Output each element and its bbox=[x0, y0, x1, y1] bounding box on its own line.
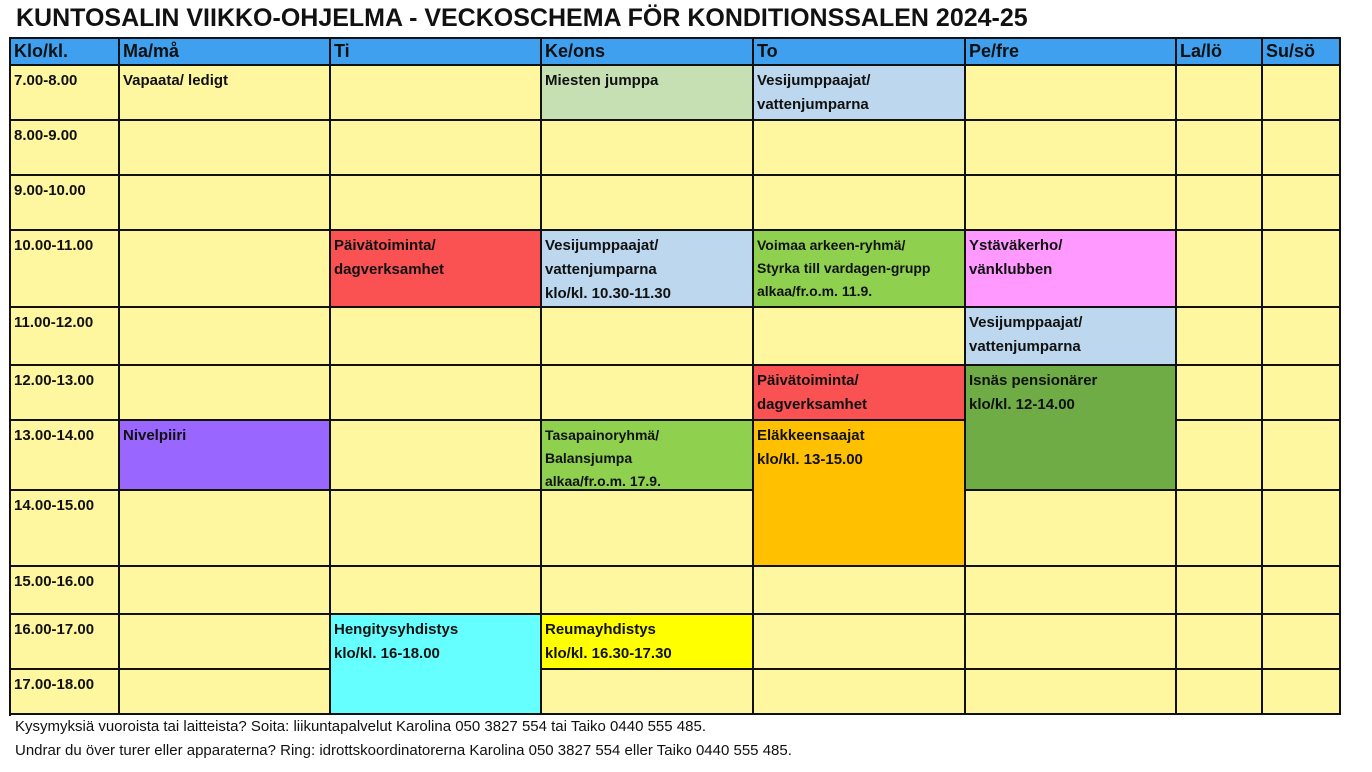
event-text: Tasapainoryhmä/ bbox=[545, 427, 660, 443]
empty-slot bbox=[966, 567, 1177, 615]
empty-slot bbox=[966, 176, 1177, 231]
event-text: Päivätoiminta/ bbox=[334, 237, 436, 254]
schedule-grid bbox=[11, 38, 1341, 715]
time-cell bbox=[11, 615, 120, 670]
empty-slot bbox=[1177, 176, 1263, 231]
empty-slot bbox=[331, 308, 542, 366]
empty-slot bbox=[1263, 670, 1341, 715]
time-label: 10.00-11.00 bbox=[14, 237, 94, 254]
empty-slot bbox=[120, 121, 331, 176]
empty-slot bbox=[120, 491, 331, 567]
empty-slot bbox=[1177, 121, 1263, 176]
empty-slot bbox=[120, 308, 331, 366]
event-text: Päivätoiminta/ bbox=[757, 372, 859, 389]
time-label: 9.00-10.00 bbox=[14, 182, 86, 199]
empty-slot bbox=[542, 121, 754, 176]
event-text: Miesten jumppa bbox=[545, 72, 659, 89]
event-cell bbox=[754, 366, 966, 421]
time-label: 14.00-15.00 bbox=[14, 497, 95, 514]
time-cell bbox=[11, 66, 120, 121]
empty-slot bbox=[966, 121, 1177, 176]
header-label: Su/sö bbox=[1266, 41, 1316, 61]
empty-slot bbox=[1263, 176, 1341, 231]
event-text: Vapaata/ ledigt bbox=[123, 72, 229, 89]
event-text: Balansjumpa bbox=[545, 450, 633, 466]
event-text: Vesijumppaajat/ bbox=[545, 237, 659, 254]
empty-slot bbox=[542, 308, 754, 366]
empty-slot bbox=[542, 670, 754, 715]
time-label: 12.00-13.00 bbox=[14, 372, 95, 389]
event-text: Nivelpiiri bbox=[123, 427, 187, 444]
event-text: Isnäs pensionärer bbox=[969, 372, 1098, 389]
event-text: Vesijumppaajat/ bbox=[757, 72, 871, 89]
header-label: Ma/må bbox=[123, 41, 180, 61]
empty-slot bbox=[754, 567, 966, 615]
empty-slot bbox=[331, 567, 542, 615]
footer-finnish: Kysymyksiä vuoroista tai laitteista? Soita: liikuntapalvelut Karolina 050 3827 554 tai Taiko 0440 555 485. bbox=[15, 718, 706, 735]
event-cell bbox=[966, 231, 1177, 308]
time-label: 11.00-12.00 bbox=[14, 314, 94, 331]
header-1 bbox=[120, 38, 331, 66]
empty-slot bbox=[1177, 670, 1263, 715]
header-7 bbox=[1263, 38, 1341, 66]
empty-slot bbox=[331, 421, 542, 491]
empty-slot bbox=[1263, 66, 1341, 121]
header-label: Pe/fre bbox=[969, 41, 1020, 61]
empty-slot bbox=[331, 66, 542, 121]
time-cell bbox=[11, 308, 120, 366]
footer-swedish: Undrar du över turer eller apparaterna? Ring: idrottskoordinatorerna Karolina 050 3827 554 eller Taiko 0440 555 485. bbox=[15, 742, 792, 759]
empty-slot bbox=[1263, 121, 1341, 176]
empty-slot bbox=[754, 670, 966, 715]
event-cell bbox=[966, 308, 1177, 366]
time-label: 8.00-9.00 bbox=[14, 127, 78, 144]
empty-slot bbox=[542, 567, 754, 615]
header-label: Ti bbox=[334, 41, 350, 61]
time-cell bbox=[11, 176, 120, 231]
event-text: alkaa/fr.o.m. 11.9. bbox=[757, 283, 873, 299]
event-cell bbox=[542, 231, 754, 308]
event-text: alkaa/fr.o.m. 17.9. bbox=[545, 473, 661, 489]
empty-slot bbox=[754, 308, 966, 366]
empty-slot bbox=[542, 491, 754, 567]
empty-slot bbox=[1177, 567, 1263, 615]
empty-slot bbox=[120, 231, 331, 308]
event-cell bbox=[331, 615, 542, 715]
empty-slot bbox=[1177, 366, 1263, 421]
time-label: 15.00-16.00 bbox=[14, 573, 95, 590]
time-label: 7.00-8.00 bbox=[14, 72, 78, 89]
empty-slot bbox=[1177, 231, 1263, 308]
empty-slot bbox=[120, 670, 331, 715]
event-cell bbox=[966, 366, 1177, 491]
empty-slot bbox=[1263, 231, 1341, 308]
time-label: 17.00-18.00 bbox=[14, 676, 95, 693]
header-0 bbox=[11, 38, 120, 66]
event-cell bbox=[542, 66, 754, 121]
header-label: Klo/kl. bbox=[14, 41, 69, 61]
event-text: Styrka till vardagen-grupp bbox=[757, 260, 931, 276]
empty-slot bbox=[331, 121, 542, 176]
empty-slot bbox=[1177, 615, 1263, 670]
event-text: Eläkkeensaajat bbox=[757, 427, 865, 444]
empty-slot bbox=[331, 176, 542, 231]
event-text: Ystäväkerho/ bbox=[969, 237, 1063, 254]
empty-slot bbox=[1177, 421, 1263, 491]
event-text: klo/kl. 10.30-11.30 bbox=[545, 285, 671, 302]
event-text: Vesijumppaajat/ bbox=[969, 314, 1083, 331]
event-cell bbox=[120, 421, 331, 491]
event-text: vänklubben bbox=[969, 261, 1053, 278]
header-6 bbox=[1177, 38, 1263, 66]
event-cell bbox=[542, 615, 754, 670]
time-cell bbox=[11, 121, 120, 176]
time-cell bbox=[11, 231, 120, 308]
event-text: dagverksamhet bbox=[757, 396, 868, 413]
empty-slot bbox=[331, 491, 542, 567]
empty-slot bbox=[120, 176, 331, 231]
empty-slot bbox=[120, 567, 331, 615]
header-label: To bbox=[757, 41, 778, 61]
empty-slot bbox=[966, 66, 1177, 121]
time-cell bbox=[11, 491, 120, 567]
empty-slot bbox=[1263, 366, 1341, 421]
event-text: Voimaa arkeen-ryhmä/ bbox=[757, 237, 906, 253]
event-text: vattenjumparna bbox=[757, 96, 869, 113]
empty-slot bbox=[1177, 491, 1263, 567]
event-text: Hengitysyhdistys bbox=[334, 621, 459, 638]
empty-slot bbox=[1263, 421, 1341, 491]
time-cell bbox=[11, 670, 120, 715]
empty-slot bbox=[754, 176, 966, 231]
event-text: Reumayhdistys bbox=[545, 621, 656, 638]
empty-slot bbox=[1263, 615, 1341, 670]
empty-slot bbox=[754, 615, 966, 670]
header-2 bbox=[331, 38, 542, 66]
event-text: klo/kl. 12-14.00 bbox=[969, 396, 1075, 413]
event-cell bbox=[754, 421, 966, 567]
empty-slot bbox=[1263, 567, 1341, 615]
empty-slot bbox=[966, 670, 1177, 715]
event-text: vattenjumparna bbox=[545, 261, 657, 278]
event-text: klo/kl. 13-15.00 bbox=[757, 451, 863, 468]
header-4 bbox=[754, 38, 966, 66]
empty-slot bbox=[542, 366, 754, 421]
time-cell bbox=[11, 421, 120, 491]
event-text: klo/kl. 16-18.00 bbox=[334, 645, 440, 662]
time-cell bbox=[11, 366, 120, 421]
header-5 bbox=[966, 38, 1177, 66]
event-text: vattenjumparna bbox=[969, 338, 1081, 355]
time-label: 16.00-17.00 bbox=[14, 621, 95, 638]
empty-slot bbox=[1263, 308, 1341, 366]
empty-slot bbox=[120, 366, 331, 421]
time-cell bbox=[11, 567, 120, 615]
header-label: Ke/ons bbox=[545, 41, 606, 61]
empty-slot bbox=[542, 176, 754, 231]
event-cell bbox=[120, 66, 331, 121]
empty-slot bbox=[331, 366, 542, 421]
header-3 bbox=[542, 38, 754, 66]
schedule-title: KUNTOSALIN VIIKKO-OHJELMA - VECKOSCHEMA FÖR KONDITIONSSALEN 2024-25 bbox=[16, 4, 1028, 32]
event-cell bbox=[754, 66, 966, 121]
header-label: La/lö bbox=[1180, 41, 1223, 61]
time-label: 13.00-14.00 bbox=[14, 427, 95, 444]
event-cell bbox=[542, 421, 754, 491]
event-text: dagverksamhet bbox=[334, 261, 445, 278]
empty-slot bbox=[1263, 491, 1341, 567]
event-cell bbox=[754, 231, 966, 308]
event-text: klo/kl. 16.30-17.30 bbox=[545, 645, 672, 662]
empty-slot bbox=[966, 491, 1177, 567]
empty-slot bbox=[1177, 308, 1263, 366]
empty-slot bbox=[966, 615, 1177, 670]
empty-slot bbox=[1177, 66, 1263, 121]
event-cell bbox=[331, 231, 542, 308]
empty-slot bbox=[754, 121, 966, 176]
empty-slot bbox=[120, 615, 331, 670]
